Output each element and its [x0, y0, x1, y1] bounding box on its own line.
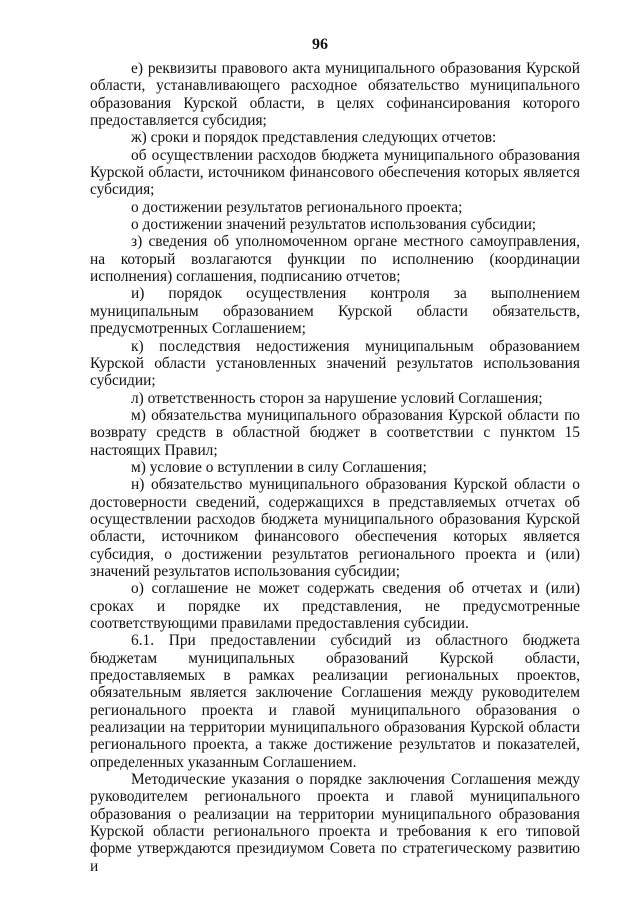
paragraph-n: н) обязательство муниципального образования Курской области о достоверности сведений, содержащихся в представляемых отчетах об осуществлении расходов бюджета муниципального образования Курской области, источником финансового обеспечения которых является субсидия, о достижении результатов регионального проекта и (или) значений результатов использования субсидии; [90, 476, 580, 580]
paragraph-m-entry-into-force: м) условие о вступлении в силу Соглашения; [131, 458, 427, 476]
paragraph-e: е) реквизиты правового акта муниципального образования Курской области, устанавливающего расходное обязательство муниципального образования Курской области, в целях софинансирования которого предоставляется субсидия; [90, 60, 580, 130]
paragraph-report-expenses: об осуществлении расходов бюджета муниципального образования Курской области, источником финансового обеспечения которых является субсидия; [90, 146, 580, 199]
paragraph-o: о) соглашение не может содержать сведения об отчетах и (или) сроках и порядке их представления, не предусмотренные соответствующими правилами предоставления субсидии. [90, 580, 580, 632]
paragraph-6-1: 6.1. При предоставлении субсидий из областного бюджета бюджетам муниципальных образований Курской области, предоставляемых в рамках реализации региональных проектов, обязательным является заключение Соглашения между руководителем регионального проекта и главой муниципального образования о реализации на территории муниципального образования Курской области регионального проекта, а также достижение результатов и показателей, определенных указанным Соглашением. [90, 632, 580, 771]
paragraph-report-subsidy-results: о достижении значений результатов использования субсидии; [131, 216, 537, 234]
paragraph-i: и) порядок осуществления контроля за выполнением муниципальным образованием Курской области обязательств, предусмотренных Соглашением; [90, 285, 580, 338]
paragraph-m-obligations: м) обязательства муниципального образования Курской области по возврату средств в областной бюджет в соответствии с пунктом 15 настоящих Правил; [90, 406, 580, 459]
paragraph-guidelines: Методические указания о порядке заключения Соглашения между руководителем регионального проекта и главой муниципального образования о реализации на территории муниципального образования Курской области регионального проекта и требования к его типовой форме утверждаются президиумом Совета по стратегическому развитию и [90, 771, 580, 875]
paragraph-z: з) сведения об уполномоченном органе местного самоуправления, на который возлагаются функции по исполнению (координации исполнения) соглашения, подписанию отчетов; [90, 233, 580, 286]
document-body [90, 60, 580, 875]
paragraph-zh: ж) сроки и порядок представления следующих отчетов: [131, 129, 497, 147]
paragraph-l: л) ответственность сторон за нарушение условий Соглашения; [131, 389, 543, 407]
paragraph-k: к) последствия недостижения муниципальным образованием Курской области установленных значений результатов использования субсидии; [90, 337, 580, 390]
page-number: 96 [312, 36, 328, 53]
paragraph-report-project-results: о достижении результатов регионального проекта; [131, 198, 463, 216]
